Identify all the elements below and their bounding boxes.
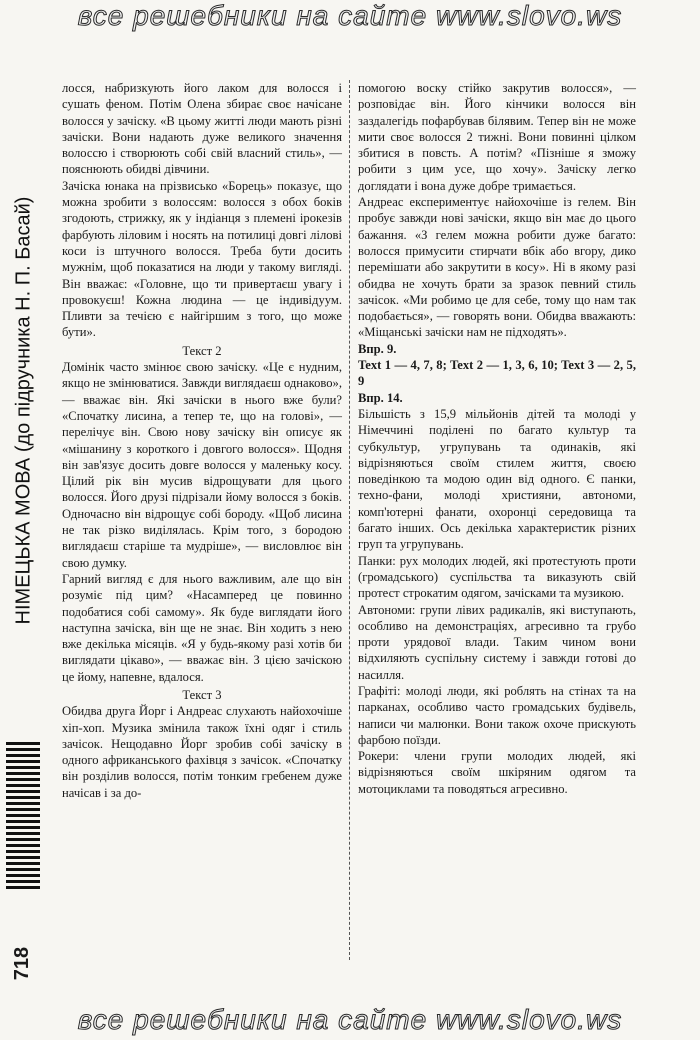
paragraph: Домінік часто змінює свою зачіску. «Це є нудним, якщо не змінюватися. Завжди виглядаєш однаково», — вважає він. Які зачіски в нього вже були? «Спочатку лисина, а тепер те, що на голові», — перелічує він. Свою нову зачіску він описує як «мішанину з короткого і довгого волосся». Щодня він зав'язує досить довге волосся у маленьку косу. Цілий рік він мусив відрощувати для цього волосся. Його друзі підрізали йому волосся з боків. Одночасно він відрощує собі бороду. «Щоб лисина не так різко виділялась. Крім того, з бородою виглядаєш старіше та мудріше», — висловлює він свою думку. — [62, 360, 342, 570]
paragraph: Гарний вигляд є для нього важливим, але що він розуміє під цим? «Насамперед це повинно подобатися собі самому». Як буде виглядати його наступна зачіска, він ще не знає. Він ходить з нею вже декілька місяців. «Я у будь-якому разі хотів би виглядати цікаво», — вважає він. З цією зачіскою це йому, напевне, вдалося. — [62, 571, 342, 684]
right-column — [358, 80, 636, 797]
paragraph: Графіті: молоді люди, які роблять на стінах та на парканах, особливо часто громадських будівель, написи чи малюнки. Вони також охоче прискують фарбою поїзди. — [358, 683, 636, 747]
paragraph: лосся, набризкують його лаком для волосся і сушать феном. Потім Олена збирає своє начісане волосся у зачіску. «В цьому житті люди мають різні зачіски. Вони надають дуже великого значення волоссю і створюють собі свій власний стиль», — пояснюють обидві дівчини. — [62, 81, 342, 177]
section-heading: Текст 2 — [182, 343, 222, 358]
section-heading: Текст 3 — [182, 687, 222, 702]
paragraph: Більшість з 15,9 мільйонів дітей та молоді у Німеччині поділені по багато культур та субкультур, угрупувань та одинаків, які відрізняються своїм стилем життя, своєю поведінкою та модою один від одного. Є панки, техно-фани, молоді християни, автономи, комп'ютерні фанати, охоронці середовища та багато інших. Ось декілька характеристик різних груп та угрупувань. — [358, 406, 636, 552]
paragraph: Обидва друга Йорг і Андреас слухають найохочіше хіп-хоп. Музика змінила також їхні одяг і стиль зачісок. Нещодавно Йорг зробив собі зачіску в одного африканського фахівця з зачісок. «Спочатку він розділив волосся, потім тонким гребенем дуже начісав і за до- — [62, 704, 342, 800]
exercise-answer: Text 1 — 4, 7, 8; Text 2 — 1, 3, 6, 10; Text 3 — 2, 5, 9 — [358, 358, 636, 389]
site-banner-bottom: все решебники на сайте www.slovo.ws — [77, 1004, 623, 1035]
paragraph: Панки: рух молодих людей, які протестують проти (громадського) суспільства та виказують свій протест строкатим одягом, зачісками та музикою. — [358, 553, 636, 601]
paragraph: Рокери: члени групи молодих людей, які відрізняються своїм шкіряним одягом та мотоциклами та поводяться агресивно. — [358, 749, 636, 796]
exercise-label: Впр. 14. — [358, 390, 403, 405]
exercise-label: Впр. 9. — [358, 341, 397, 356]
page-number-text: 718 — [11, 946, 34, 980]
paragraph: Андреас експериментує найохочіше із гелем. Він пробує завжди нові зачіски, якщо він має до цього бажання. «З гелем можна робити дуже багато: волосся примусити стирчати вбік або вгору, дико перемішати або закрутити в косу». Ні в якому разі обидва не хочуть брати за зразок певний стиль зачісок. «Ми робимо це для себе, тому що нам так подобається», — говорять вони. Обидва вважають: «Міщанські зачіски нам не підходять». — [358, 195, 636, 340]
book-title-text: НІМЕЦЬКА МОВА (до підручника Н. П. Басай) — [12, 196, 35, 624]
barcode-stripe — [6, 742, 40, 892]
book-title-vertical — [4, 60, 44, 760]
site-banner-top: все решебники на сайте www.slovo.ws — [77, 0, 623, 31]
page-number — [6, 928, 40, 998]
paragraph: Зачіска юнака на прізвисько «Борець» показує, що можна зробити з волоссям: волосся з обох боків згодоють, стрижку, як у індіанця з племені ірокезів фарбують ліловим і носять на потилиці довгі лілові коси із штучного волосся. Треба бути досить мужнім, щоб показатися на люди у такому вигляді. Він вважає: «Головне, що ти привертаєш увагу і провокуєш! Кожна людина — це індивідуум. Пливти за течією є найгіршим з того, що може бути». — [62, 178, 342, 340]
left-column — [62, 80, 342, 801]
paragraph: Автономи: групи лівих радикалів, які виступають, особливо на демонстраціях, агресивно та грубо проти урядової влади. Таким чином вони відхиляють суспільну систему і завжди готові до насилля. — [358, 602, 636, 682]
paragraph: помогою воску стійко закрутив волосся», — розповідає він. Його кінчики волосся він заздалегідь пофарбував білявим. Тепер він не може мити своє волосся 2 тижні. Вони повинні цілком збитися в повсть. А потім? «Пізніше я зможу робити з цим усе, що хочу». Зачіску легко доглядати і вона дуже добре тримається. — [358, 81, 636, 193]
column-divider — [349, 80, 350, 960]
